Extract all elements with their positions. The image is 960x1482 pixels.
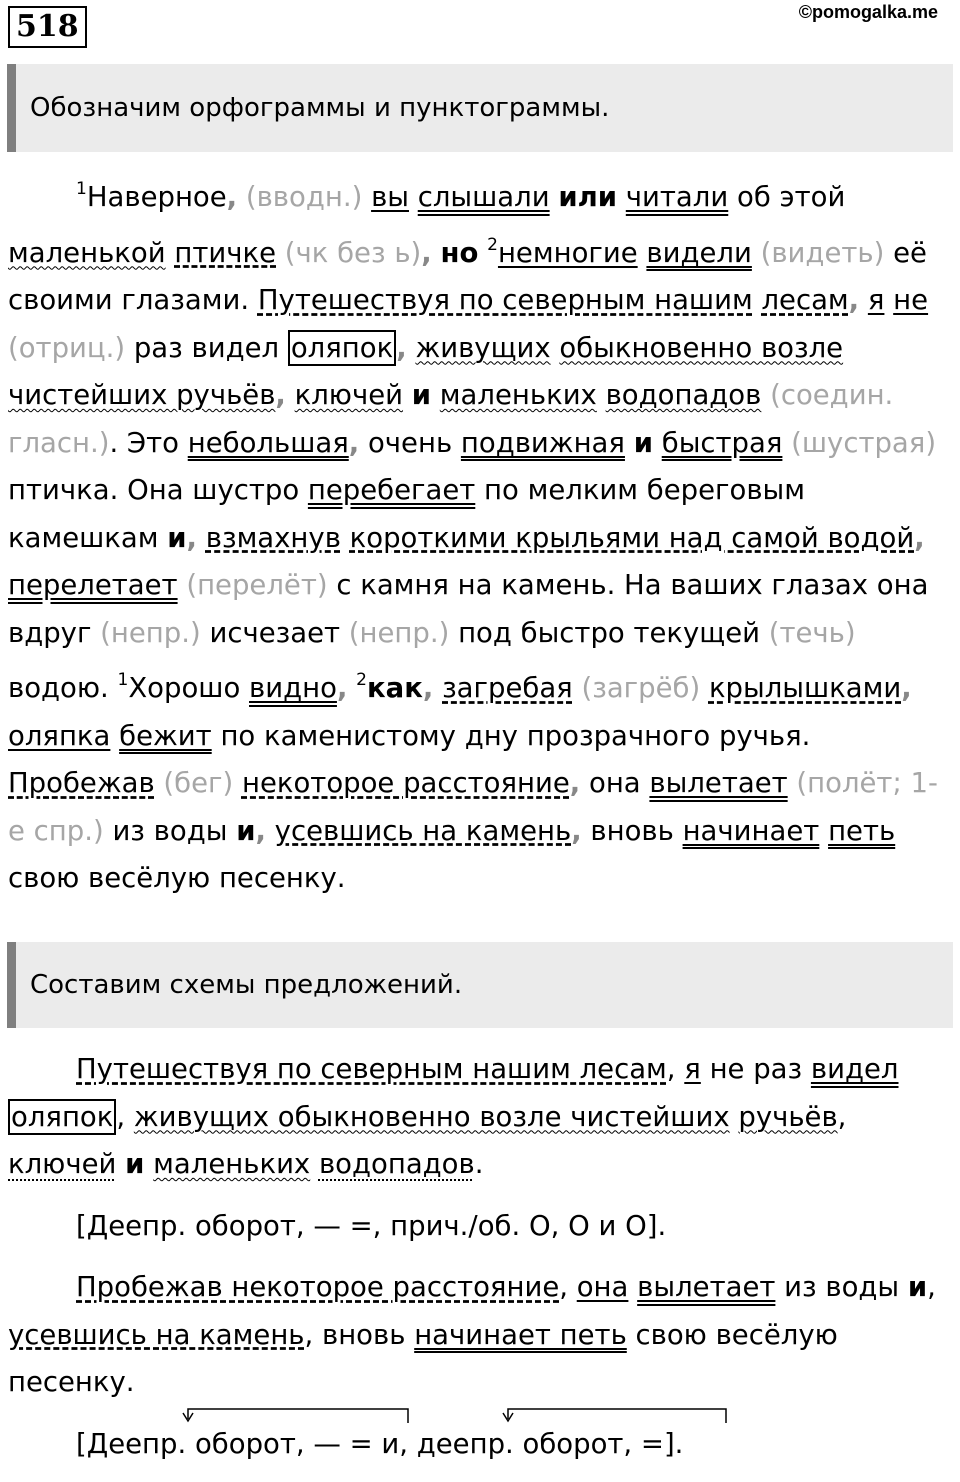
subject: вы	[371, 181, 409, 213]
word: . Это	[109, 426, 179, 459]
predicate: видел	[810, 1053, 899, 1085]
attribute: маленькой	[8, 236, 166, 269]
predicate: вылетает	[649, 767, 788, 799]
scheme-formula-1	[8, 1203, 938, 1251]
conjunction: и	[633, 426, 653, 459]
adverbial-phrase: Пробежав	[8, 767, 155, 799]
predicate: раз видел	[133, 331, 280, 364]
conjunction: но	[440, 236, 479, 269]
word: её своими глазами.	[8, 236, 927, 316]
predicate: видно	[249, 672, 337, 704]
punctuation: ,	[901, 672, 912, 704]
note: (соедин. гласн.)	[8, 379, 894, 459]
word: об этой	[737, 181, 846, 213]
note: (шустрая)	[791, 426, 937, 459]
punctuation: ,	[569, 767, 581, 799]
subject: оляпка	[8, 719, 111, 752]
predicate: перебегает	[307, 474, 476, 506]
homogeneous-member: маленьких	[439, 379, 597, 411]
punctuation: ,	[348, 426, 360, 459]
predicate: петь	[828, 814, 896, 847]
section-title: Обозначим орфограммы и пунктограммы.	[30, 93, 610, 123]
note: (отриц.)	[8, 331, 126, 364]
predicate: начинает петь	[414, 1318, 627, 1351]
scheme-text: [Деепр. оборот, — =, прич./об. О, О и О].	[76, 1209, 667, 1242]
predicate: читали	[625, 181, 729, 213]
word: вдруг	[8, 616, 92, 649]
predicate: быстрая	[661, 426, 783, 459]
word: вновь	[590, 814, 674, 847]
object-boxed: оляпок	[8, 1099, 116, 1135]
conjunction: как	[366, 672, 423, 704]
object-boxed: оляпок	[288, 330, 396, 366]
word: свою весёлую песенку.	[8, 862, 346, 894]
homogeneous-member: ключей	[8, 1148, 117, 1180]
scheme-sentence-2: Пробежав некоторое расстояние, она вылетает из воды и, усевшись на камень, вновь начинает петь свою весёлую песенку.	[8, 1271, 936, 1398]
schemes-block	[8, 1046, 938, 1482]
punctuation: ,	[422, 672, 434, 704]
note: (бег)	[163, 767, 234, 799]
adverbial-phrase: усевшись на камень	[274, 814, 572, 847]
subject: я	[684, 1053, 701, 1085]
conjunction: и	[167, 521, 187, 554]
adverbial-phrase: загребая	[442, 672, 573, 704]
scheme-sentence-1: Путешествуя по северным нашим лесам, я не раз видел оляпок , живущих обыкновенно возле чистейших ручьёв, ключей и маленьких водопадов.	[8, 1053, 899, 1180]
adverbial-phrase: взмахнув	[205, 521, 341, 554]
conjunction: и	[236, 814, 256, 847]
word: свою весёлую песенку.	[8, 1318, 838, 1398]
predicate: бежит	[119, 719, 212, 752]
note: (чк без ь)	[284, 236, 422, 269]
sentence-index: 1	[117, 670, 129, 690]
word: Хорошо	[128, 672, 241, 704]
word: из воды	[784, 1271, 900, 1303]
predicate: исчезает	[209, 616, 341, 649]
word: из воды	[112, 814, 228, 847]
note: (полёт; 1-е спр.)	[8, 767, 938, 847]
predicate: перелетает	[8, 569, 178, 601]
sentence-index: 1	[76, 179, 87, 199]
punctuation: ,	[914, 521, 925, 554]
homogeneous-member: ключей	[294, 379, 404, 411]
section-title: Составим схемы предложений.	[30, 970, 463, 1000]
word: под быстро	[458, 616, 625, 649]
conjunction: и	[125, 1148, 145, 1180]
word: с камня на камень. На ваших глазах она	[336, 569, 929, 601]
attribute: маленьких	[153, 1148, 311, 1180]
watermark: ©pomogalka.me	[798, 2, 938, 22]
punctuation: ,	[848, 284, 860, 316]
participial-phrase: Путешествуя по северным нашим	[257, 284, 753, 316]
adverbial-phrase: некоторое расстояние	[241, 767, 570, 799]
punctuation: ,	[186, 521, 197, 554]
predicate: подвижная	[460, 426, 625, 459]
note: (загрёб)	[581, 672, 701, 704]
annotated-paragraph	[8, 166, 938, 903]
adverbial-phrase: короткими крыльями над самой водой	[349, 521, 915, 554]
arrow-1-head	[183, 1413, 193, 1421]
annotated-text	[8, 166, 938, 903]
word: очень	[367, 426, 453, 459]
scheme-formula-2	[8, 1421, 938, 1469]
scheme-text: [Деепр. оборот, — = и, деепр. оборот, =].	[76, 1427, 684, 1460]
note: (видеть)	[760, 236, 885, 269]
note: (течь)	[768, 616, 856, 649]
note: (вводн.)	[245, 181, 363, 213]
arrow-2-head	[503, 1413, 513, 1421]
subject: немногие	[497, 236, 638, 269]
punctuation: ,	[255, 814, 266, 847]
participial-phrase: лесам	[761, 284, 849, 316]
word: вновь	[322, 1318, 406, 1351]
punctuation: .	[474, 1148, 484, 1180]
section-banner-orthograms	[7, 64, 953, 152]
punctuation: ,	[396, 331, 407, 364]
participial-phrase: обыкновенно возле чистейших ручьёв	[8, 331, 844, 411]
note: (перелёт)	[186, 569, 328, 601]
punctuation: ,	[571, 814, 582, 847]
adverbial-phrase: усевшись на камень	[8, 1318, 305, 1351]
word: Наверное	[86, 181, 227, 213]
adverbial-phrase: Пробежав некоторое расстояние	[76, 1271, 560, 1303]
participial-phrase: ручьёв	[738, 1100, 838, 1133]
note: (непр.)	[348, 616, 450, 649]
participial-phrase: живущих	[415, 331, 551, 364]
word: не	[893, 284, 929, 316]
section-banner-schemes	[7, 942, 953, 1028]
predicate: видели	[646, 236, 752, 269]
arrow-2	[508, 1409, 726, 1423]
word: птичка. Она шустро	[8, 474, 300, 506]
word: не раз	[709, 1053, 803, 1085]
punctuation: ,	[226, 181, 238, 213]
word: по каменистому дну прозрачного ручья.	[220, 719, 811, 752]
word: по мелким береговым камешкам	[8, 474, 805, 554]
punctuation: ,	[275, 379, 286, 411]
subject: я	[867, 284, 885, 316]
conjunction: и	[411, 379, 432, 411]
conjunction: и	[907, 1271, 928, 1303]
note: (непр.)	[100, 616, 201, 649]
object: птичке	[174, 236, 276, 269]
word: текущей	[633, 616, 761, 649]
sentence-index: 2	[356, 670, 367, 690]
word: водою.	[8, 672, 109, 704]
subject: она	[589, 767, 641, 799]
subject: она	[576, 1271, 629, 1303]
predicate: вылетает	[637, 1271, 776, 1303]
adverbial-phrase: крылышками	[708, 672, 902, 704]
homogeneous-member: водопадов	[318, 1148, 475, 1180]
conjunction: или	[558, 181, 618, 213]
arrow-1	[188, 1409, 408, 1423]
predicate: начинает	[682, 814, 820, 847]
adverbial-phrase: Путешествуя по северным нашим лесам	[76, 1053, 667, 1085]
sentence-index: 2	[487, 234, 498, 255]
predicate: небольшая	[187, 426, 349, 459]
punctuation: ,	[336, 672, 348, 704]
homogeneous-member: водопадов	[605, 379, 762, 411]
participial-phrase: живущих обыкновенно возле чистейших	[133, 1100, 730, 1133]
task-number: 518	[8, 6, 87, 48]
predicate: слышали	[417, 181, 550, 213]
punctuation: ,	[421, 236, 432, 269]
